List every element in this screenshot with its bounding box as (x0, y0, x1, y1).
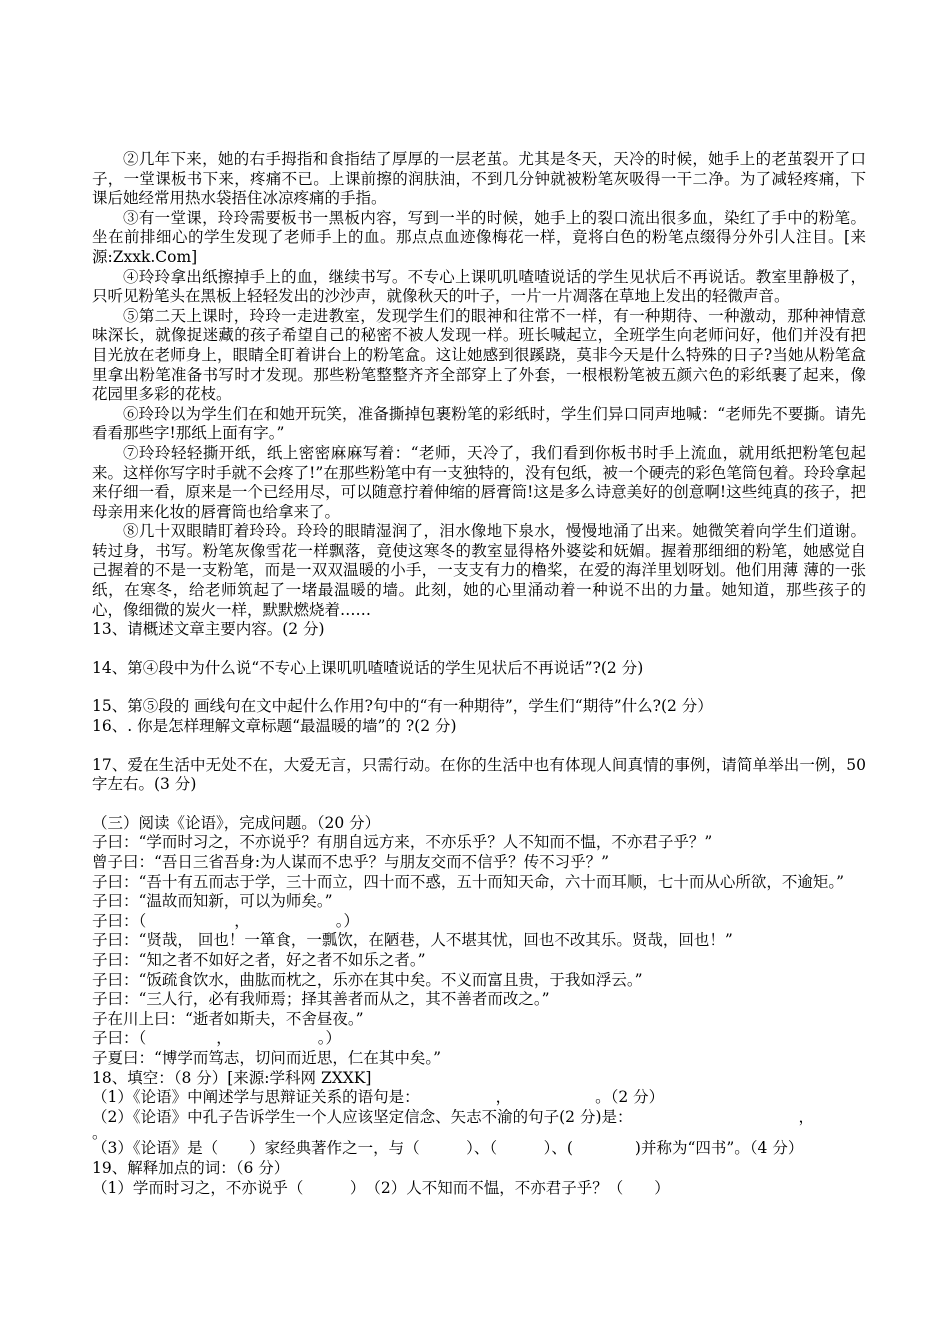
question-18-item-2 (92, 1108, 866, 1128)
question-19-item: （1）学而时习之，不亦说乎（ ） （2）人不知而不愠，不亦君子乎？（ ） (92, 1178, 670, 1197)
lunyu-line: 子曰：“吾十有五而志于学，三十而立，四十而不惑，五十而知天命，六十而耳顺，七十而从心所欲，不逾矩。” (92, 872, 845, 891)
answer-space (92, 795, 866, 814)
question-13: 13、请概述文章主要内容。(2 分) (92, 620, 325, 639)
answer-space (92, 640, 866, 659)
lunyu-fill-line (92, 1029, 866, 1049)
paragraph-3: ③有一堂课，玲玲需要板书一黑板内容，写到一半的时候，她手上的裂口流出很多血，染红了手中的粉笔。坐在前排细心的学生发现了老师手上的血。那点点血迹像梅花一样，竟将白色的粉笔点缀得分外引人注目。[来源:Zxxk.Com] (92, 208, 866, 266)
lunyu-fill-comma: ， (234, 911, 250, 930)
answer-space (92, 678, 866, 697)
lunyu-line: 子曰：“贤哉， 回也！一箪食，一瓢饮，在陋巷，人不堪其忧，回也不改其乐。贤哉，回也！” (92, 931, 733, 950)
paragraph-8: ⑧几十双眼睛盯着玲玲。玲玲的眼睛湿润了，泪水像地下泉水，慢慢地涌了出来。她微笑着向学生们道谢。转过身，书写。粉笔灰像雪花一样飘落，竟使这寒冬的教室显得格外婆娑和妩媚。握着那细细的粉笔，她感觉自己握着的不是一支粉笔，而是一双双温暖的小手，一支支有力的橹桨，在爱的海洋里划呀划。他们用薄 薄的一张纸，在寒冬，给老师筑起了一堵最温暖的墙。此刻，她的心里涌动着一种说不出的力量。她知道，那些孩子的心，像细微的炭火一样，默默燃烧着…… (92, 522, 866, 619)
lunyu-fill-line (92, 912, 866, 932)
question-17: 17、爱在生活中无处不在，大爱无言，只需行动。在你的生活中也有体现人间真情的事例，请简单举出一例，50 字左右。(3 分) (92, 755, 866, 794)
lunyu-line: 子曰：“三人行，必有我师焉；择其善者而从之，其不善者而改之。” (92, 990, 550, 1009)
paragraph-5: ⑤第二天上课时，玲玲一走进教室，发现学生们的眼神和往常不一样，有一种期待、一种激动，那种神情意味深长，就像捉迷藏的孩子希望自己的秘密不被人发现一样。班长喊起立，全班学生向老师问好，他们并没有把目光放在老师身上，眼睛全盯着讲台上的粉笔盒。这让她感到很蹊跷，莫非今天是什么特殊的日子?当她从粉笔盒里拿出粉笔准备书写时才发现。那些粉笔整整齐齐全部穿上了外套，一根根粉笔被五颜六色的彩纸裹了起来，像花园里多彩的花枝。 (92, 306, 866, 404)
paragraph-6: ⑥玲玲以为学生们在和她开玩笑，准备撕掉包裹粉笔的彩纸时，学生们异口同声地喊：“老师先不要撕。请先看看那些字!那纸上面有字。” (92, 404, 866, 443)
answer-space (92, 737, 866, 756)
lunyu-fill-end: 。） (335, 911, 360, 930)
question-18-item-2-end: 。 (92, 1124, 108, 1143)
lunyu-fill-start: 子曰：（ (92, 911, 147, 930)
lunyu-line: 子曰：“温故而知新，可以为师矣。” (92, 892, 333, 911)
lunyu-fill-end: 。） (317, 1029, 342, 1048)
lunyu-fill-comma: ， (216, 1029, 232, 1048)
lunyu-line: 子曰：“饭疏食饮水，曲肱而枕之，乐亦在其中矣。不义而富且贵，于我如浮云。” (92, 970, 643, 989)
lunyu-line: 子曰：“学而时习之，不亦说乎？有朋自远方来，不亦乐乎？人不知而不愠，不亦君子乎？” (92, 833, 713, 852)
lunyu-line: 子曰：“知之者不如好之者，好之者不如乐之者。” (92, 950, 426, 969)
lunyu-line: 曾子曰：“吾日三省吾身:为人谋而不忠乎？与朋友交而不信乎？传不习乎？” (92, 853, 610, 871)
paragraph-4: ④玲玲拿出纸擦掉手上的血，继续书写。不专心上课叽叽喳喳说话的学生见状后不再说话。教室里静极了，只听见粉笔头在黑板上轻轻发出的沙沙声，就像秋天的叶子，一片一片凋落在草地上发出的轻微声音。 (92, 267, 866, 306)
question-18-item-3: （3）《论语》是（ ）家经典著作之一，与（ ）、（ ）、( )并称为“四书”。（4 分） (92, 1139, 804, 1158)
question-15: 15、第⑤段的 画线句在文中起什么作用?句中的“有一种期待”，学生们“期待”什么?(2 分） (92, 697, 713, 716)
paragraph-7: ⑦玲玲轻轻撕开纸，纸上密密麻麻写着：“老师，天冷了，我们看到你板书时手上流血，就用纸把粉笔包起来。这样你写字时手就不会疼了!”在那些粉笔中有一支独特的，没有包纸，被一个硬壳的彩色笔筒包着。玲玲拿起来仔细一看，原来是一个已经用尽，可以随意拧着伸缩的唇膏筒!这是多么诗意美好的创意啊!这些纯真的孩子，把母亲用来化妆的唇膏筒也给拿来了。 (92, 443, 866, 521)
q18-item1-text: （1）《论语》中阐述学与思辩证关系的语句是： (92, 1088, 420, 1107)
lunyu-fill-start: 子曰：（ (92, 1029, 147, 1048)
q18-item2-text: （2）《论语》中孔子告诉学生一个人应该坚定信念、矢志不渝的句子(2 分)是： (92, 1107, 633, 1126)
lunyu-line: 子夏曰：“博学而笃志，切问而近思，仁在其中矣。” (92, 1048, 442, 1067)
paragraph-2: ②几年下来，她的右手拇指和食指结了厚厚的一层老茧。尤其是冬天，天冷的时候，她手上的老茧裂开了口子，一堂课板书下来，疼痛不已。上课前擦的润肤油，不到几分钟就被粉笔灰吸得一干二净。为了减轻疼痛，下课后她经常用热水袋捂住冰凉疼痛的手指。 (92, 150, 866, 208)
q18-item1-comma: ， (495, 1088, 512, 1107)
question-19-title: 19、解释加点的词：（6 分） (92, 1158, 290, 1177)
q18-item1-end: 。（2 分） (595, 1088, 665, 1107)
q18-item2-comma: ， (798, 1107, 815, 1126)
question-16: 16、. 你是怎样理解文章标题“最温暖的墙”的 ?(2 分) (92, 717, 457, 736)
lunyu-heading: （三）阅读《论语》，完成问题。（20 分） (92, 813, 381, 832)
question-18-item-1 (92, 1088, 866, 1108)
lunyu-line: 子在川上曰：“逝者如斯夫，不舍昼夜。” (92, 1009, 364, 1028)
question-14: 14、第④段中为什么说“不专心上课叽叽喳喳说话的学生见状后不再说话”?(2 分) (92, 658, 644, 677)
question-18-title: 18、填空：（8 分）[来源:学科网 ZXXK] (92, 1068, 372, 1087)
